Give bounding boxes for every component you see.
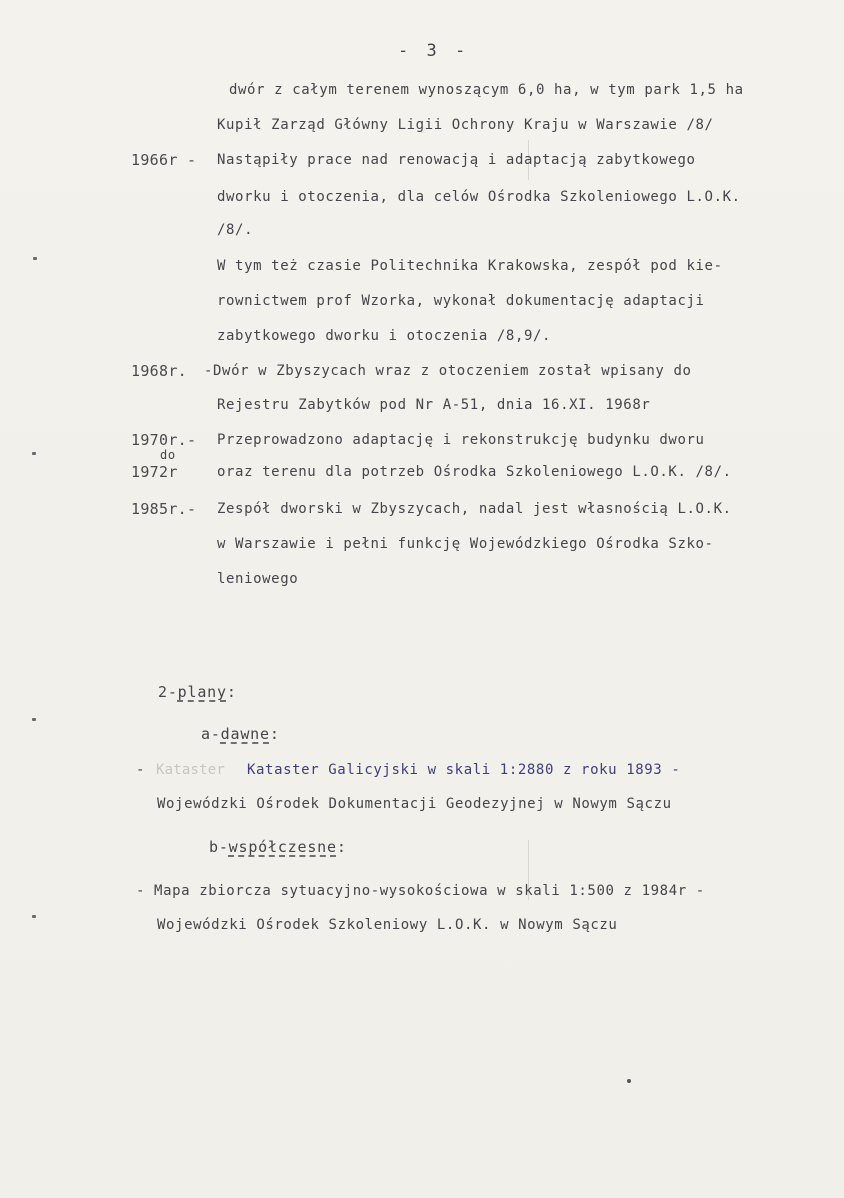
text-line-7: rownictwem prof Wzorka, wykonał dokumentację adaptacji <box>217 293 705 309</box>
text-line-6: W tym też czasie Politechnika Krakowska, zespół pod kie- <box>217 258 723 274</box>
date-1966: 1966r - <box>131 151 197 169</box>
date-1968: 1968r. <box>131 362 187 380</box>
margin-mark <box>32 915 36 918</box>
plans-old-prefix: a- <box>201 725 221 743</box>
ink-dot <box>627 1079 631 1083</box>
plans-new-item-2: Wojewódzki Ośrodek Szkoleniowy L.O.K. w Nowym Sączu <box>157 917 618 933</box>
margin-mark <box>32 718 36 721</box>
text-line-3: Nastąpiły prace nad renowacją i adaptacją zabytkowego <box>217 152 696 168</box>
text-line-13: Zespół dworski w Zbyszycach, nadal jest własnością L.O.K. <box>217 501 732 517</box>
page-number: - 3 - <box>398 41 470 61</box>
text-line-4: dworku i otoczenia, dla celów Ośrodka Szkoleniowego L.O.K. <box>217 189 741 205</box>
date-1985: 1985r.- <box>131 500 197 518</box>
plans-new-item: - Mapa zbiorcza sytuacyjno-wysokościowa w skali 1:500 z 1984r - <box>136 883 705 899</box>
text-line-15: leniowego <box>217 571 299 587</box>
text-line-9: -Dwór w Zbyszycach wraz z otoczeniem został wpisany do <box>204 363 692 379</box>
plans-old-heading <box>201 725 280 743</box>
text-line-8: zabytkowego dworku i otoczenia /8,9/. <box>217 328 552 344</box>
plans-heading-colon: : <box>226 683 237 701</box>
plans-heading <box>158 683 237 701</box>
text-line-14: w Warszawie i pełni funkcję Wojewódzkiego Ośrodka Szko- <box>217 536 714 552</box>
margin-mark <box>32 452 36 455</box>
plans-old-item-text: Kataster Galicyjski w skali 1:2880 z roku 1893 - <box>247 762 681 778</box>
plans-old-colon: : <box>269 725 280 743</box>
date-1970: 1970r.- <box>131 431 197 449</box>
text-line-10: Rejestru Zabytków pod Nr A-51, dnia 16.XI. 1968r <box>217 397 651 413</box>
plans-new-word: współczesne <box>228 838 337 856</box>
plans-old-word: dawne <box>220 725 270 743</box>
text-line-12: oraz terenu dla potrzeb Ośrodka Szkoleniowego L.O.K. /8/. <box>217 464 732 480</box>
text-line-1: dwór z całym terenem wynoszącym 6,0 ha, w tym park 1,5 ha <box>229 82 744 98</box>
text-line-2: Kupił Zarząd Główny Ligii Ochrony Kraju w Warszawie /8/ <box>217 117 714 133</box>
plans-old-struck-word: Kataster <box>156 762 226 778</box>
date-do: do <box>160 448 176 462</box>
margin-mark <box>33 257 37 260</box>
plans-heading-number: 2- <box>158 683 178 701</box>
date-1972: 1972r <box>131 463 178 481</box>
text-line-11: Przeprowadzono adaptację i rekonstrukcję budynku dworu <box>217 432 705 448</box>
plans-old-item <box>247 761 680 779</box>
plans-new-prefix: b- <box>209 838 229 856</box>
plans-new-heading <box>209 838 347 856</box>
plans-old-dash: - <box>136 762 146 778</box>
plans-heading-word: plany <box>177 683 227 701</box>
text-line-5: /8/. <box>217 222 254 238</box>
plans-new-colon: : <box>336 838 347 856</box>
plans-old-item-2: Wojewódzki Ośrodek Dokumentacji Geodezyjnej w Nowym Sączu <box>157 796 672 812</box>
